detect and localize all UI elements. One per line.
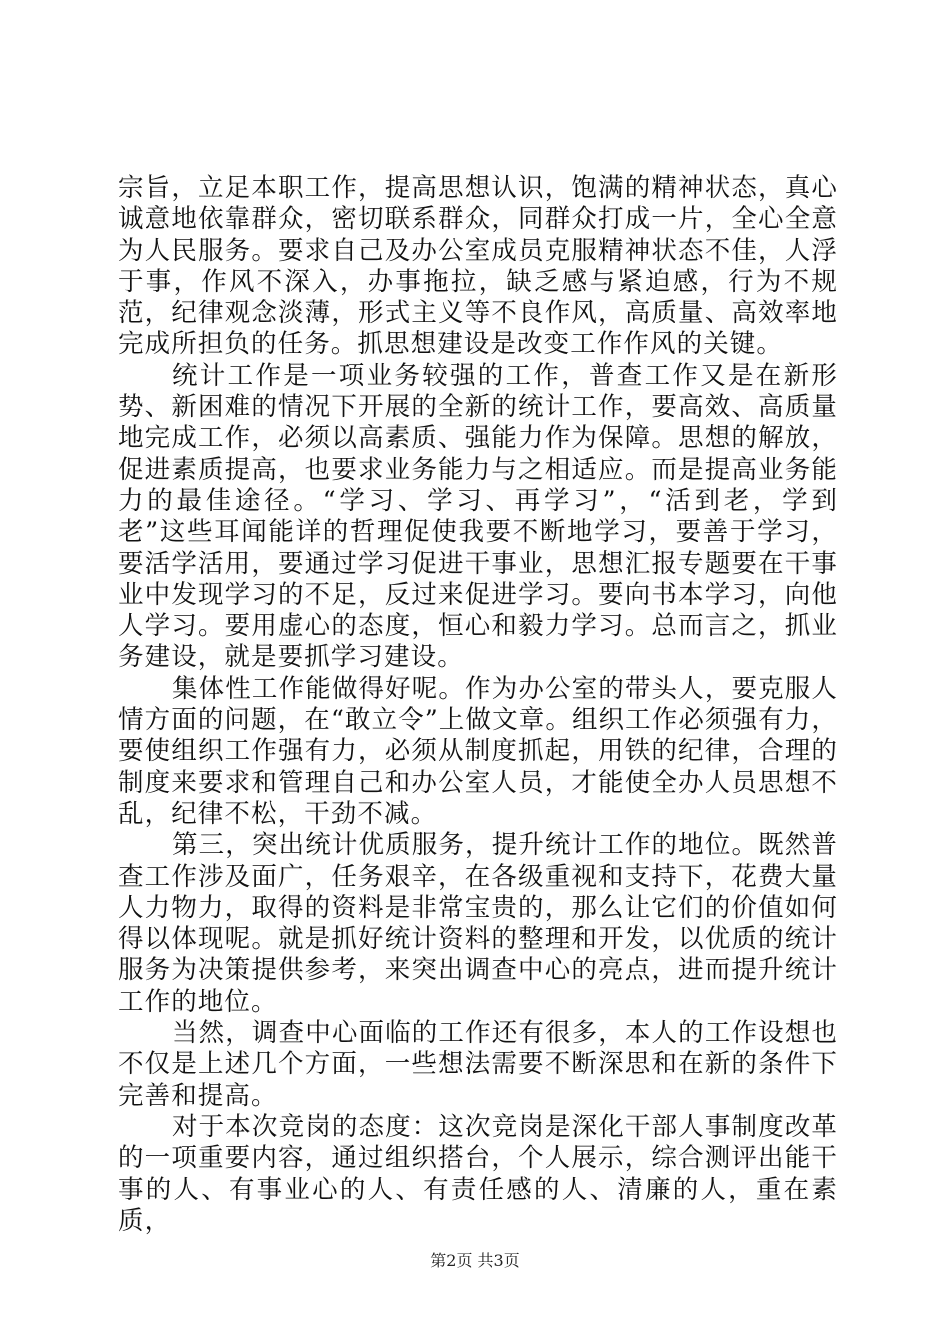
paragraph-3: 集体性工作能做得好呢。作为办公室的带头人，要克服人情方面的问题，在“敢立令”上做文章。组织工作必须强有力，要使组织工作强有力，必须从制度抓起，用铁的纪律，合理的制度来要求和管理自己和办公室人员，才能使全办人员思想不乱，纪律不松，干劲不减。: [118, 673, 838, 829]
paragraph-2: 统计工作是一项业务较强的工作，普查工作又是在新形势、新困难的情况下开展的全新的统计工作，要高效、高质量地完成工作，必须以高素质、强能力作为保障。思想的解放，促进素质提高，也要求业务能力与之相适应。而是提高业务能力的最佳途径。“学习、学习、再学习”，“活到老，学到老”这些耳闻能详的哲理促使我要不断地学习，要善于学习，要活学活用，要通过学习促进干事业，思想汇报专题要在干事业中发现学习的不足，反过来促进学习。要向书本学习，向他人学习。要用虚心的态度，恒心和毅力学习。总而言之，抓业务建设，就是要抓学习建设。: [118, 360, 838, 673]
paragraph-1: 宗旨，立足本职工作，提高思想认识，饱满的精神状态，真心诚意地依靠群众，密切联系群众，同群众打成一片，全心全意为人民服务。要求自己及办公室成员克服精神状态不佳，人浮于事，作风不深入，办事拖拉，缺乏感与紧迫感，行为不规范，纪律观念淡薄，形式主义等不良作风，高质量、高效率地完成所担负的任务。抓思想建设是改变工作作风的关键。: [118, 173, 838, 360]
document-body: [118, 173, 838, 1237]
paragraph-5: 当然，调查中心面临的工作还有很多，本人的工作设想也不仅是上述几个方面，一些想法需要不断深思和在新的条件下完善和提高。: [118, 1018, 838, 1111]
page-footer: 第2页 共3页: [430, 1251, 520, 1270]
paragraph-6: 对于本次竞岗的态度：这次竞岗是深化干部人事制度改革的一项重要内容，通过组织搭台，个人展示，综合测评出能干事的人、有事业心的人、有责任感的人、清廉的人，重在素质，: [118, 1111, 838, 1236]
paragraph-4: 第三，突出统计优质服务，提升统计工作的地位。既然普查工作涉及面广，任务艰辛，在各级重视和支持下，花费大量人力物力，取得的资料是非常宝贵的，那么让它们的价值如何得以体现呢。就是抓好统计资料的整理和开发，以优质的统计服务为决策提供参考，来突出调查中心的亮点，进而提升统计工作的地位。: [118, 830, 838, 1017]
